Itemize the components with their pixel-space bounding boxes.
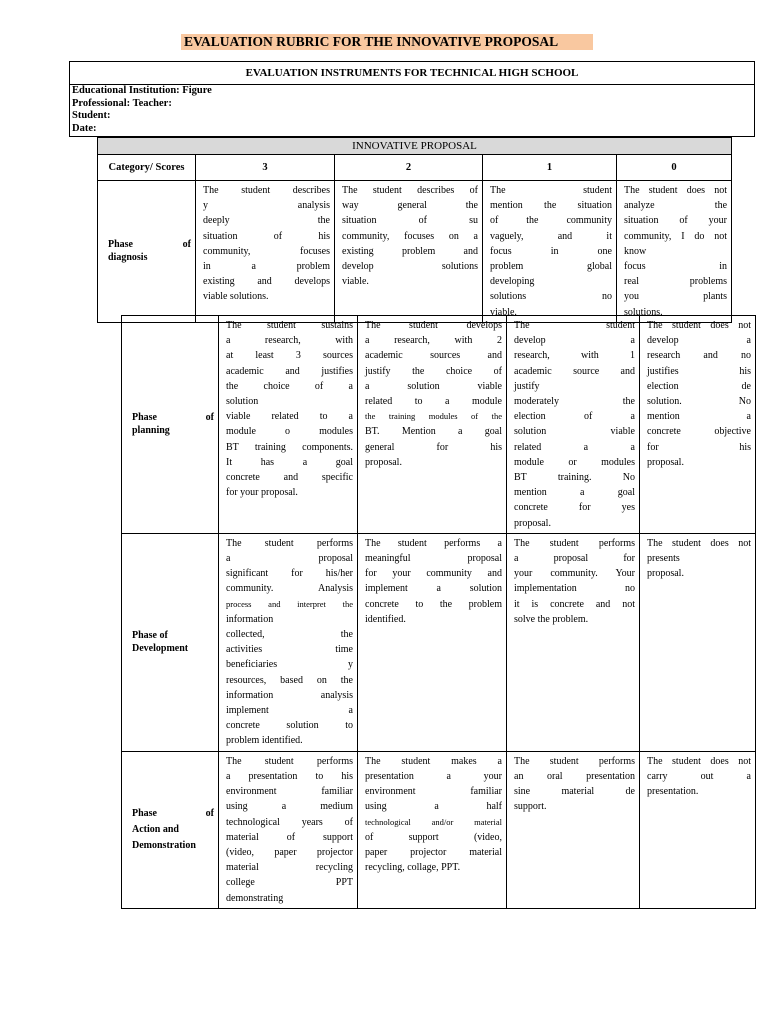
cell-text-line: at least 3 sources: [226, 350, 353, 362]
cell-text-line: community. Analysis: [226, 583, 353, 595]
cell-text-line: focus in one: [490, 245, 612, 257]
cell-text-line: situation of his: [203, 230, 330, 242]
cell-text-line: real problems: [624, 276, 728, 288]
cell-text-line: technological and/or material: [365, 816, 502, 827]
cell-text-line: vaguely, and it: [490, 230, 612, 242]
score-2-cell: [335, 181, 483, 323]
cell-text-line: justify: [514, 380, 540, 392]
cell-text-line: BT training. No: [514, 472, 635, 484]
cell-text-line: solution. No: [647, 396, 751, 408]
cell-text-line: recycling, collage, PPT.: [365, 862, 461, 874]
cell-text-line: solutions.: [624, 306, 663, 318]
cell-text-line: mention a goal: [514, 487, 635, 499]
date-field: Date:: [72, 122, 97, 134]
info-block: [72, 85, 212, 135]
document-title: EVALUATION RUBRIC FOR THE INNOVATIVE PROPOSAL: [181, 34, 593, 50]
cell-text-line: The student describes: [203, 185, 330, 196]
cell-text-line: a proposal: [226, 553, 353, 565]
cell-text-line: research and no: [647, 350, 751, 362]
cell-text-line: technological years of: [226, 816, 353, 828]
score-1-cell: [483, 181, 617, 323]
cell-text-line: college PPT: [226, 877, 353, 889]
cell-text-line: concrete objective: [647, 426, 751, 438]
cell-text-line: activities time: [226, 644, 353, 656]
cell-text-line: The student performs: [514, 537, 635, 549]
cell-text-line: identified.: [365, 613, 406, 625]
cell-text-line: you plants: [624, 291, 728, 303]
cell-text-line: presents: [647, 553, 680, 565]
score-3-cell: [219, 751, 358, 908]
cell-text-line: of the community: [490, 215, 612, 227]
score-3-header: 3: [196, 155, 335, 181]
cell-text-line: develop a: [647, 335, 751, 347]
table-row: [122, 316, 756, 534]
cell-text-line: proposal.: [365, 456, 402, 468]
cell-text-line: beneficiaries y: [226, 659, 353, 671]
cell-text-line: general for his: [365, 441, 502, 453]
cell-text-line: presentation.: [647, 786, 699, 798]
cell-text-line: solve the problem.: [514, 613, 589, 625]
cell-text-line: module or modules: [514, 456, 635, 468]
cell-text-line: BT training components.: [226, 441, 353, 453]
score-3-cell: [219, 316, 358, 534]
cell-text-line: material recycling: [226, 862, 353, 874]
cell-text-line: implement a: [226, 705, 353, 717]
cell-text-line: a solution viable: [365, 380, 502, 392]
cell-text-line: develop solutions: [342, 261, 478, 273]
table-row: [122, 751, 756, 908]
category-header: Category/ Scores: [98, 155, 196, 181]
cell-text-line: moderately the: [514, 396, 635, 408]
cell-text-line: using a half: [365, 801, 502, 813]
cell-text-line: situation of your: [624, 215, 728, 227]
professional-field: Professional: Teacher:: [72, 97, 172, 109]
cell-text-line: The student performs a: [365, 537, 502, 549]
cell-text-line: the choice of a: [226, 380, 353, 392]
cell-text-line: The student does not: [624, 185, 728, 196]
cell-text-line: focus in: [624, 261, 728, 273]
cell-text-line: election de: [647, 380, 751, 392]
cell-text-line: mention the situation: [490, 200, 612, 212]
cell-text-line: academic sources and: [365, 350, 502, 362]
cell-text-line: related to a module: [365, 396, 502, 408]
cell-text-line: your community. Your: [514, 568, 635, 580]
cell-text-line: resources, based on the: [226, 674, 353, 686]
cell-text-line: presentation a your: [365, 771, 502, 783]
cell-text-line: an oral presentation: [514, 771, 635, 783]
section-header: INNOVATIVE PROPOSAL: [98, 138, 732, 155]
cell-text-line: process and interpret the: [226, 598, 353, 609]
cell-text-line: BT. Mention a goal: [365, 426, 502, 438]
cell-text-line: viable related to a: [226, 411, 353, 423]
cell-text-line: sine material de: [514, 786, 635, 798]
cell-text-line: proposal.: [514, 517, 551, 529]
cell-text-line: academic source and: [514, 365, 635, 377]
cell-text-line: The student does not: [647, 320, 751, 331]
score-3-cell: [219, 533, 358, 751]
cell-text-line: concrete for yes: [514, 502, 635, 514]
score-0-header: 0: [617, 155, 732, 181]
cell-text-line: (video, paper projector: [226, 847, 353, 859]
cell-text-line: environment familiar: [226, 786, 353, 798]
score-1-cell: [507, 316, 640, 534]
cell-text-line: environment familiar: [365, 786, 502, 798]
cell-text-line: y analysis: [203, 200, 330, 212]
cell-text-line: a research, with: [226, 335, 353, 347]
cell-text-line: develop a: [514, 335, 635, 347]
score-0-cell: [617, 181, 732, 323]
cell-text-line: The student: [514, 320, 635, 331]
cell-text-line: analyze the: [624, 200, 728, 212]
cell-text-line: The student develops: [365, 320, 502, 331]
cell-text-line: community, focuses: [203, 245, 330, 257]
cell-text-line: developing: [490, 276, 535, 288]
cell-text-line: existing and develops: [203, 276, 330, 288]
cell-text-line: mention a: [647, 411, 751, 423]
cell-text-line: for your community and: [365, 568, 502, 580]
cell-text-line: proposal.: [647, 456, 684, 468]
cell-text-line: existing problem and: [342, 245, 478, 257]
cell-text-line: paper projector material: [365, 847, 502, 859]
score-1-header: 1: [483, 155, 617, 181]
cell-text-line: election of a: [514, 411, 635, 423]
cell-text-line: way general the: [342, 200, 478, 212]
cell-text-line: research, with 1: [514, 350, 635, 362]
cell-text-line: implementation no: [514, 583, 635, 595]
cell-text-line: a research, with 2: [365, 335, 502, 347]
score-2-cell: [358, 751, 507, 908]
cell-text-line: The student describes of: [342, 185, 478, 196]
rubric-table-part-2: [121, 315, 756, 909]
score-0-cell: [640, 751, 756, 908]
cell-text-line: meaningful proposal: [365, 553, 502, 565]
cell-text-line: of support (video,: [365, 831, 502, 843]
phase-label: Phase of planning: [122, 316, 219, 534]
cell-text-line: The student: [490, 185, 612, 196]
score-0-cell: [640, 316, 756, 534]
cell-text-line: it is concrete and not: [514, 598, 635, 610]
cell-text-line: justifies his: [647, 365, 751, 377]
cell-text-line: support.: [514, 801, 547, 813]
score-3-cell: [196, 181, 335, 323]
cell-text-line: module o modules: [226, 426, 353, 438]
score-2-header: 2: [335, 155, 483, 181]
institution-field: Educational Institution: Figure: [72, 85, 212, 96]
student-field: Student:: [72, 110, 111, 122]
cell-text-line: The student performs: [226, 537, 353, 549]
cell-text-line: material of support: [226, 831, 353, 843]
table-row: [98, 181, 732, 323]
cell-text-line: viable.: [490, 306, 517, 318]
cell-text-line: The student makes a: [365, 755, 502, 767]
cell-text-line: in a problem: [203, 261, 330, 273]
cell-text-line: The student performs: [514, 755, 635, 767]
cell-text-line: deeply the: [203, 215, 330, 227]
cell-text-line: justify the choice of: [365, 365, 502, 377]
score-2-cell: [358, 316, 507, 534]
phase-label: Phase of Action and Demonstration: [122, 751, 219, 908]
score-0-cell: [640, 533, 756, 751]
cell-text-line: The student does not: [647, 537, 751, 549]
cell-text-line: significant for his/her: [226, 568, 353, 580]
cell-text-line: a proposal for: [514, 553, 635, 565]
cell-text-line: demonstrating: [226, 892, 284, 904]
cell-text-line: viable solutions.: [203, 291, 269, 303]
cell-text-line: viable.: [342, 276, 369, 288]
cell-text-line: solution: [226, 396, 259, 408]
phase-label: Phase of Development: [122, 533, 219, 751]
cell-text-line: information: [226, 613, 274, 625]
cell-text-line: collected, the: [226, 629, 353, 641]
cell-text-line: carry out a: [647, 771, 751, 783]
rubric-table-part-1: [97, 137, 732, 323]
header-box: [69, 61, 755, 137]
cell-text-line: a presentation to his: [226, 771, 353, 783]
cell-text-line: situation of su: [342, 215, 478, 227]
cell-text-line: community, I do not know: [624, 230, 728, 257]
cell-text-line: The student performs: [226, 755, 353, 767]
cell-text-line: solution viable: [514, 426, 635, 438]
cell-text-line: for his: [647, 441, 751, 453]
score-1-cell: [507, 751, 640, 908]
cell-text-line: using a medium: [226, 801, 353, 813]
document-subtitle: EVALUATION INSTRUMENTS FOR TECHNICAL HIGH SCHOOL: [70, 62, 754, 85]
cell-text-line: The student sustains: [226, 320, 353, 331]
cell-text-line: concrete to the problem: [365, 598, 502, 610]
cell-text-line: related a a: [514, 441, 635, 453]
cell-text-line: problem global: [490, 261, 612, 273]
cell-text-line: solutions no: [490, 291, 612, 303]
score-1-cell: [507, 533, 640, 751]
cell-text-line: community, focuses on a: [342, 230, 478, 242]
phase-label: Phase of diagnosis: [98, 181, 196, 323]
cell-text-line: for your proposal.: [226, 487, 298, 499]
cell-text-line: concrete solution to: [226, 720, 353, 732]
cell-text-line: implement a solution: [365, 583, 502, 595]
cell-text-line: It has a goal: [226, 456, 353, 468]
cell-text-line: academic and justifies: [226, 365, 353, 377]
cell-text-line: The student does not: [647, 755, 751, 767]
cell-text-line: concrete and specific: [226, 472, 353, 484]
cell-text-line: proposal.: [647, 568, 684, 580]
cell-text-line: problem identified.: [226, 735, 303, 747]
cell-text-line: information analysis: [226, 689, 353, 701]
score-2-cell: [358, 533, 507, 751]
cell-text-line: the training modules of the: [365, 411, 502, 422]
table-row: [122, 533, 756, 751]
